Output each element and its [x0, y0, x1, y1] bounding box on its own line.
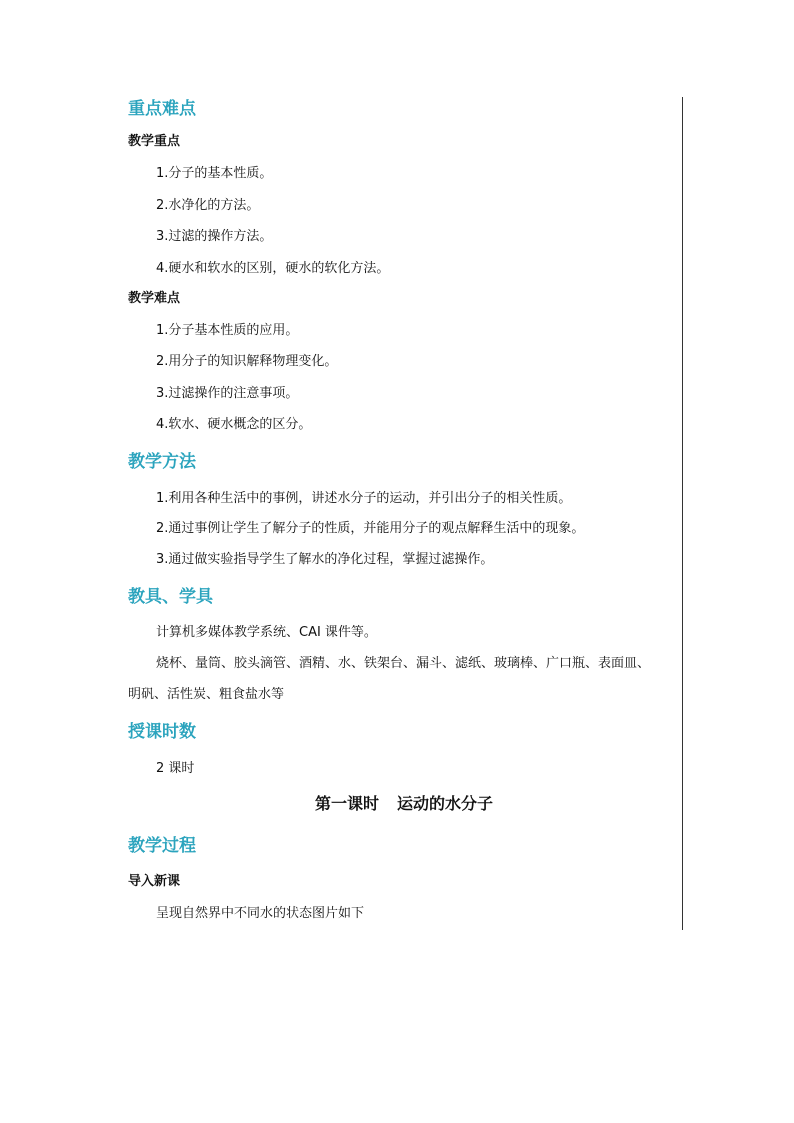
heading-key-points: 重点难点 [128, 99, 196, 119]
method-item-2: 2.通过事例让学生了解分子的性质，并能用分子的观点解释生活中的现象。 [156, 521, 585, 536]
focus-item-2: 2.水净化的方法。 [156, 198, 260, 213]
method-item-1: 1.利用各种生活中的事例，讲述水分子的运动，并引出分子的相关性质。 [156, 491, 572, 506]
subheading-intro: 导入新课 [128, 874, 181, 889]
subheading-focus: 教学重点 [128, 134, 181, 149]
difficulty-item-2: 2.用分子的知识解释物理变化。 [156, 354, 338, 369]
hours-value: 2 课时 [156, 761, 195, 776]
heading-hours: 授课时数 [128, 722, 196, 742]
focus-item-3: 3.过滤的操作方法。 [156, 229, 273, 244]
difficulty-item-3: 3.过滤操作的注意事项。 [156, 386, 299, 401]
subheading-difficulty: 教学难点 [128, 291, 181, 306]
lesson-title-part2: 运动的水分子 [397, 794, 494, 813]
heading-methods: 教学方法 [128, 452, 196, 472]
difficulty-item-1: 1.分子基本性质的应用。 [156, 323, 299, 338]
heading-process: 教学过程 [128, 836, 196, 856]
focus-item-1: 1.分子的基本性质。 [156, 166, 273, 181]
heading-tools: 教具、学具 [128, 587, 213, 607]
method-item-3: 3.通过做实验指导学生了解水的净化过程，掌握过滤操作。 [156, 552, 494, 567]
difficulty-item-4: 4.软水、硬水概念的区分。 [156, 417, 312, 432]
lesson-title-part1: 第一课时 [314, 794, 379, 813]
tools-line-2a: 烧杯、量筒、胶头滴管、酒精、水、铁架台、漏斗、滤纸、玻璃棒、广口瓶、表面皿、 [156, 656, 651, 671]
focus-item-4: 4.硬水和软水的区别，硬水的软化方法。 [156, 261, 390, 276]
right-margin-rule [682, 97, 683, 930]
lesson-title [128, 793, 680, 815]
tools-line-1: 计算机多媒体教学系统、CAI 课件等。 [156, 625, 377, 640]
tools-line-2b: 明矾、活性炭、粗食盐水等 [128, 687, 285, 702]
intro-text: 呈现自然界中不同水的状态图片如下 [156, 906, 365, 921]
